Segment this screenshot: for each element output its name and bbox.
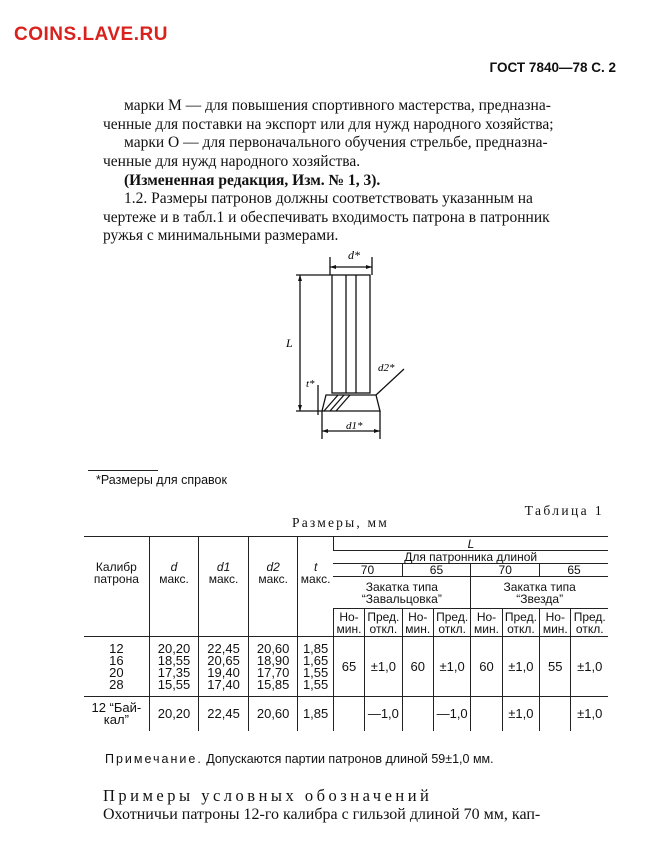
label-d: d* (348, 248, 360, 262)
header-length: 65 (402, 564, 471, 577)
watermark: COINS.LAVE.RU (14, 24, 168, 45)
header-L: L (333, 537, 608, 551)
examples-heading: Примеры условных обозначений (103, 786, 433, 805)
cell-calibers: 12 16 20 28 (109, 640, 124, 692)
table-note (105, 752, 494, 766)
header-nominal: Но- мин. (402, 609, 433, 637)
header-d2: d2 макс. (248, 537, 298, 609)
cell-value: —1,0 (365, 697, 402, 731)
cell-value: ±1,0 (433, 637, 470, 697)
label-d1: d1* (346, 420, 363, 432)
footnote: *Размеры для справок (96, 473, 227, 487)
header-type-zavaltsovka: Закатка типа “Завальцовка” (333, 577, 471, 609)
header-length: 70 (471, 564, 540, 577)
footnote-divider (88, 470, 158, 471)
standard-reference: ГОСТ 7840—78 С. 2 (489, 60, 616, 75)
paragraph-line: марки О — для первоначального обучения стрельбе, предназна- (124, 134, 548, 151)
cell-caliber-baikal: 12 “Бай- кал” (91, 699, 142, 727)
header-nominal: Но- мин. (540, 609, 571, 637)
cell-value: 65 (333, 637, 364, 697)
label-t: t* (306, 378, 315, 390)
table-caption: Размеры, мм (292, 515, 390, 530)
cell-value: ±1,0 (571, 637, 608, 697)
dimensions-table (84, 536, 608, 731)
cell-value: —1,0 (433, 697, 470, 731)
cell-d2: 20,60 (248, 697, 298, 731)
cell-value: 55 (540, 637, 571, 697)
cell-d: 20,20 (149, 697, 199, 731)
cell-t: 1,85 1,65 1,55 1,55 (298, 637, 333, 697)
amendment-note: (Измененная редакция, Изм. № 1, 3). (124, 172, 381, 189)
header-type-zvezda: Закатка типа “Звезда” (471, 577, 608, 609)
header-length: 70 (333, 564, 402, 577)
paragraph-line: чертеже и в табл.1 и обеспечивать входимость патрона в патронник (103, 209, 550, 226)
table-row (84, 637, 608, 697)
cell-d2: 20,60 18,90 17,70 15,85 (248, 637, 298, 697)
paragraph-line: марки М — для повышения спортивного мастерства, предназна- (124, 97, 551, 114)
header-tolerance: Пред. откл. (502, 609, 539, 637)
header-t: t макс. (298, 537, 333, 609)
header-caliber: Калибр патрона (93, 559, 139, 586)
header-d: d макс. (149, 537, 199, 609)
cell-value: 60 (402, 637, 433, 697)
cell-t: 1,85 (298, 697, 333, 731)
examples-text: Охотничьи патроны 12-го калибра с гильзой длиной 70 мм, кап- (103, 806, 541, 823)
header-chamber: Для патронника длиной (333, 551, 608, 564)
paragraph-line: ченные для нужд народного хозяйства. (103, 153, 361, 170)
label-L: L (286, 336, 293, 350)
cell-value: ±1,0 (571, 697, 608, 731)
header-tolerance: Пред. откл. (433, 609, 470, 637)
note-text: Допускаются партии патронов длиной 59±1,0 мм. (202, 752, 494, 766)
header-tolerance: Пред. откл. (571, 609, 608, 637)
cell-value: 60 (471, 637, 502, 697)
cell-value: ±1,0 (365, 637, 402, 697)
cell-d1: 22,45 (199, 697, 249, 731)
paragraph-line: ченные для поставки на экспорт или для нужд народного хозяйства; (103, 116, 554, 133)
label-d2: d2* (378, 362, 395, 374)
cell-value: ±1,0 (502, 637, 539, 697)
cell-value: ±1,0 (502, 697, 539, 731)
cartridge-drawing (280, 245, 420, 445)
note-label: Примечание. (105, 752, 203, 766)
header-tolerance: Пред. откл. (365, 609, 402, 637)
cell-d: 20,20 18,55 17,35 15,55 (149, 637, 199, 697)
header-nominal: Но- мин. (333, 609, 364, 637)
table-number: Таблица 1 (524, 503, 604, 518)
paragraph-line: 1.2. Размеры патронов должны соответствовать указанным на (124, 190, 533, 207)
paragraph-line: ружья с минимальными размерами. (103, 227, 339, 244)
cell-d1: 22,45 20,65 19,40 17,40 (199, 637, 249, 697)
table-row-baikal (84, 697, 608, 731)
header-d1: d1 макс. (199, 537, 249, 609)
header-length: 65 (540, 564, 608, 577)
header-nominal: Но- мин. (471, 609, 502, 637)
